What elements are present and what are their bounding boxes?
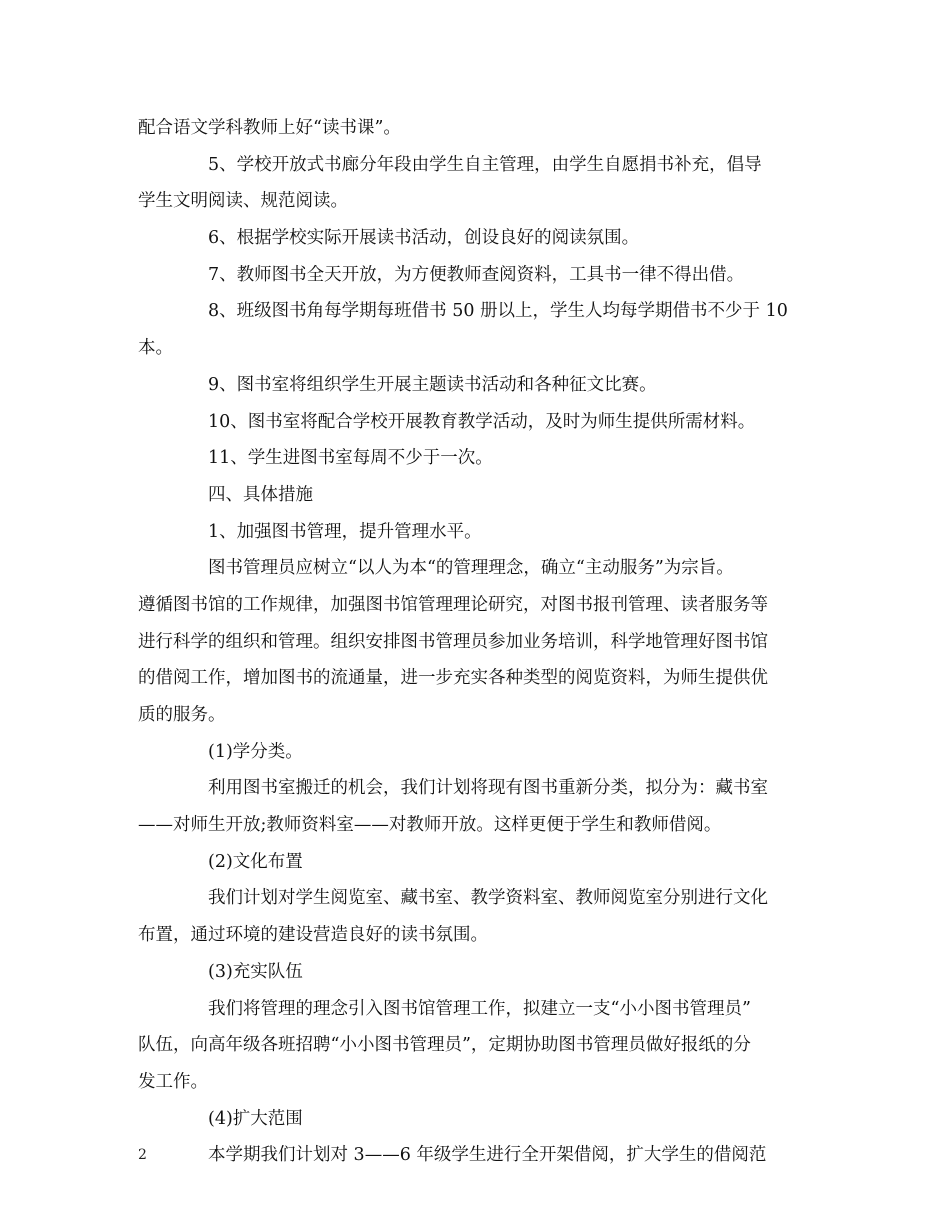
text-line: 本。 — [138, 338, 173, 359]
text-line: 9、图书室将组织学生开展主题读书活动和各种征文比赛。 — [208, 374, 657, 395]
text-line: 11、学生进图书室每周不少于一次。 — [208, 448, 493, 469]
text-line: 质的服务。 — [138, 705, 226, 725]
text-line: 队伍，向高年级各班招聘“小小图书管理员”，定期协助图书管理员做好报纸的分 — [138, 1035, 751, 1056]
document-body — [138, 110, 814, 1174]
text-line: 8、班级图书角每学期每班借书 50 册以上，学生人均每学期借书不少于 10 — [208, 301, 788, 322]
text-line: 布置，通过环境的建设营造良好的读书氛围。 — [138, 925, 488, 946]
text-line: 7、教师图书全天开放，为方便教师查阅资料，工具书一律不得出借。 — [208, 264, 745, 285]
text-line: 利用图书室搬迁的机会，我们计划将现有图书重新分类，拟分为：藏书室 — [208, 778, 768, 799]
text-line: 配合语文学科教师上好“读书课”。 — [138, 118, 401, 138]
item-heading: (2)文化布置 — [208, 851, 303, 872]
text-line: 遵循图书馆的工作规律，加强图书馆管理理论研究，对图书报刊管理、读者服务等 — [138, 594, 768, 615]
text-line: ——对师生开放;教师资料室——对教师开放。这样更便于学生和教师借阅。 — [138, 815, 722, 836]
section-heading: 四、具体措施 — [208, 484, 313, 505]
text-line: 我们计划对学生阅览室、藏书室、教学资料室、教师阅览室分别进行文化 — [208, 888, 768, 909]
text-line: 图书管理员应树立“以人为本“的管理理念，确立“主动服务”为宗旨。 — [208, 558, 734, 579]
text-line: 我们将管理的理念引入图书馆管理工作，拟建立一支“小小图书管理员” — [208, 998, 751, 1019]
item-heading: (1)学分类。 — [208, 741, 303, 762]
text-line: 本学期我们计划对 3——6 年级学生进行全开架借阅，扩大学生的借阅范 — [208, 1145, 767, 1166]
item-heading: (4)扩大范围 — [208, 1108, 303, 1129]
item-heading: (3)充实队伍 — [208, 961, 303, 982]
text-line: 发工作。 — [138, 1071, 208, 1092]
text-line: 6、根据学校实际开展读书活动，创设良好的阅读氛围。 — [208, 228, 640, 249]
subsection-heading: 1、加强图书管理，提升管理水平。 — [208, 521, 482, 542]
text-line: 的借阅工作，增加图书的流通量，进一步充实各种类型的阅览资料，为师生提供优 — [138, 668, 768, 689]
text-line: 10、图书室将配合学校开展教育教学活动，及时为师生提供所需材料。 — [208, 411, 756, 432]
text-line: 进行科学的组织和管理。组织安排图书管理员参加业务培训，科学地管理好图书馆 — [138, 631, 768, 652]
text-line: 5、学校开放式书廊分年段由学生自主管理，由学生自愿捐书补充，倡导 — [208, 154, 762, 175]
text-line: 学生文明阅读、规范阅读。 — [138, 191, 348, 212]
page-number: 2 — [138, 1147, 147, 1163]
